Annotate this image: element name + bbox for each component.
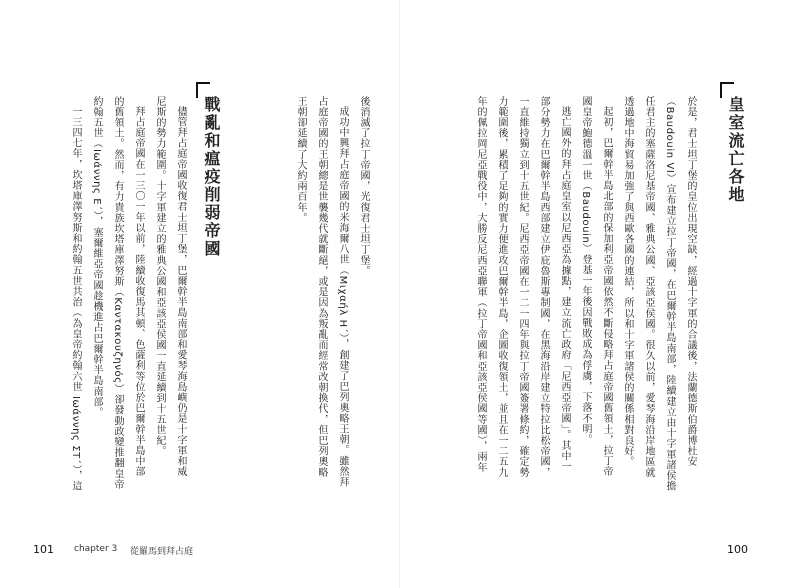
right-col-10: 力範圍後，累積了足夠的實力便進攻巴爾幹半島，企圖收復領土，並且在一二五九: [496, 96, 507, 478]
left-col-5: 約翰五世（Ιωάννης Ε΄），塞爾維亞帝國趁機進占巴爾幹半島南部。: [91, 96, 102, 418]
right-col-8: 部分勢力在巴爾幹半島西部建立伊庇魯斯專制國，在黑海沿岸建立特拉比松帝國，: [538, 96, 549, 478]
right-col-9: 一直維持獨立到十五世紀。尼西亞帝國在一二一四年與拉丁帝國簽署條約，確定勢: [517, 96, 528, 478]
right-col-13: 成功中興拜占庭帝國的米海爾八世（Μιχαήλ Η΄），創建了巴列奧略王朝。雖然拜: [337, 106, 348, 488]
right-col-2: （Baudouin VI）宣布建立拉丁帝國，在巴爾幹半島南部，陸續建立由十字軍諸侯擔: [664, 96, 675, 492]
right-col-11: 年的佩拉岡尼亞戰役中，大勝反尼西亞聯軍（拉丁帝國和亞該亞侯國等國），兩年: [475, 96, 486, 473]
right-col-7: 逃亡國外的拜占庭皇室以尼西亞為據點，建立流亡政府「尼西亞帝國」。其中一: [559, 106, 570, 472]
right-page-number: 100: [727, 543, 748, 556]
left-heading: 戰亂和瘟疫削弱帝國: [202, 96, 221, 258]
gutter: [399, 0, 400, 588]
footer-title: 從羅馬到拜占庭: [130, 547, 194, 557]
right-col-5: 起初，巴爾幹半島北部的保加利亞帝國依然不斷侵略拜占庭帝國舊領土，拉丁帝: [601, 106, 612, 477]
footer-chapter: chapter 3: [74, 544, 118, 554]
right-col-14: 占庭帝國的王朝總是世襲幾代就斷絕，或是因為叛亂而經常改朝換代，但巴列奧略: [316, 96, 327, 478]
right-col-4: 透過地中海貿易加強了與西歐各國的連結，所以和十字軍諸侯的關係相對良好。: [622, 96, 633, 467]
left-col-4: 的舊領土。然而，有力貴族坎塔庫澤努斯（Καντακουζηνός）卻發動政變推翻皇帝: [112, 96, 123, 490]
left-col-2: 尼斯的勢力範圍。十字軍建立的雅典公國和亞該亞侯國一直延續到十五世紀。: [154, 96, 165, 457]
left-col-6: 一三四七年，坎塔庫澤努斯和約翰五世共治（為皇帝約翰六世 Ιωάννης ΣΤ΄），這: [70, 106, 81, 492]
right-col-15: 王朝卻延續了大約兩百年。: [295, 96, 306, 224]
left-col-3: 拜占庭帝國在一三〇一年以前，陸續收復馬其頓、色薩利等位於巴爾幹半島中部: [133, 106, 144, 477]
right-heading: 皇室流亡各地: [726, 96, 745, 204]
right-col-3: 任君主的塞薩洛尼基帝國、雅典公國、亞該亞侯國。很久以前，愛琴海沿岸地區就: [643, 96, 654, 478]
right-col-12: 後消滅了拉丁帝國，光復君士坦丁堡。: [358, 96, 369, 277]
left-col-1: 儘管拜占庭帝國收復君士坦丁堡，巴爾幹半島南部和愛琴海島嶼仍是十字軍和威: [175, 106, 186, 477]
left-page-number: 101: [33, 543, 54, 556]
right-col-1: 於是，君士坦丁堡的皇位出現空缺，經過十字軍的合議後，法蘭德斯伯爵博杜安: [685, 96, 696, 467]
right-col-6: 國皇帝鮑德溫一世（Baudouin）登基一年後因戰敗成為俘虜，下落不明。: [580, 96, 591, 445]
